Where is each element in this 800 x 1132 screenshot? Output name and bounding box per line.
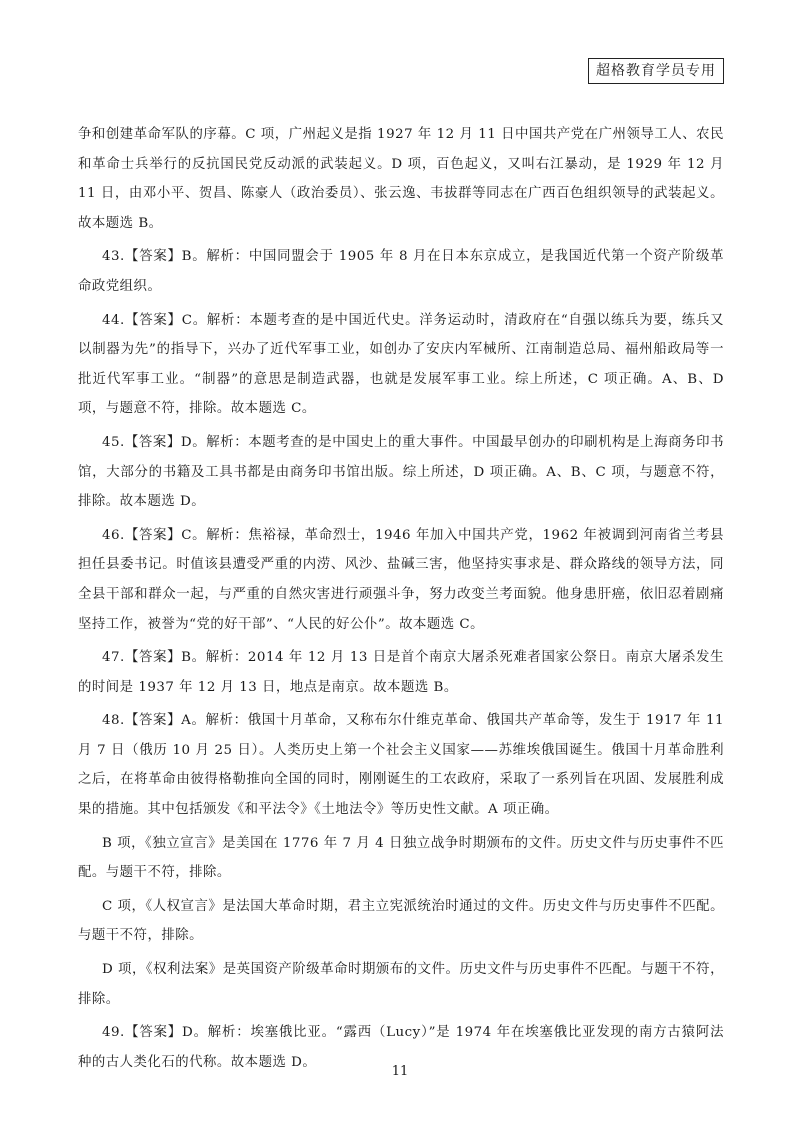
answer-44: 44.【答案】C。解析：本题考查的是中国近代史。洋务运动时，清政府在“自强以练兵为要，练兵又以制器为先”的指导下，兴办了近代军事工业，如创办了安庆内军械所、江南制造总局、福州船政局等一批近代军事工业。“制器”的意思是制造武器，也就是发展军事工业。综上所述，C 项正确。A、B、D 项，与题意不符，排除。故本题选 C。 — [78, 312, 724, 417]
answer-45: 45.【答案】D。解析：本题考查的是中国史上的重大事件。中国最早创办的印刷机构是上海商务印书馆，大部分的书籍及工具书都是由商务印书馆出版。综上所述，D 项正确。A、B、C 项，与题意不符，排除。故本题选 D。 — [78, 434, 724, 510]
answer-48-option-c: C 项，《人权宣言》是法国大革命时期，君主立宪派统治时通过的文件。历史文件与历史事件不匹配。与题干不符，排除。 — [78, 898, 724, 944]
answer-48-option-d: D 项，《权利法案》是英国资产阶级革命时期颁布的文件。历史文件与历史事件不匹配。与题干不符，排除。 — [78, 962, 724, 1007]
answer-48: 48.【答案】A。解析：俄国十月革命，又称布尔什维克革命、俄国共产革命等，发生于 1917 年 11 月 7 日（俄历 10 月 25 日）。人类历史上第一个社会主义国家——苏维埃俄国诞生。俄国十月革命胜利之后，在将革命由彼得格勒推向全国的同时，刚刚诞生的工农政府，采取了一系列旨在巩固、发展胜利成果的措施。其中包括颁发《和平法令》《土地法令》等历史性文献。A 项正确。 — [78, 713, 724, 818]
header-tag: 超格教育学员专用 — [588, 58, 724, 84]
paragraph-continuation: 争和创建革命军队的序幕。C 项，广州起义是指 1927 年 12 月 11 日中国共产党在广州领导工人、农民和革命士兵举行的反抗国民党反动派的武装起义。D 项，百色起义，又叫右江暴动，是 1929 年 12 月 11 日，由邓小平、贺昌、陈豪人（政治委员）、张云逸、韦拔群等同志在广西百色组织领导的武装起义。故本题选 B。 — [78, 127, 724, 231]
page-number: 11 — [391, 1064, 409, 1079]
document-body — [78, 120, 724, 1081]
answer-46: 46.【答案】C。解析：焦裕禄，革命烈士，1946 年加入中国共产党，1962 年被调到河南省兰考县担任县委书记。时值该县遭受严重的内涝、风沙、盐碱三害，他坚持实事求是、群众路线的领导方法，同全县干部和群众一起，与严重的自然灾害进行顽强斗争，努力改变兰考面貌。他身患肝癌，依旧忍着剧痛坚持工作，被誉为“党的好干部”、“人民的好公仆”。故本题选 C。 — [78, 527, 724, 632]
answer-47: 47.【答案】B。解析：2014 年 12 月 13 日是首个南京大屠杀死难者国家公祭日。南京大屠杀发生的时间是 1937 年 12 月 13 日，地点是南京。故本题选 B。 — [78, 650, 724, 695]
answer-49: 49.【答案】D。解析：埃塞俄比亚。“露西（Lucy）”是 1974 年在埃塞俄比亚发现的南方古猿阿法种的古人类化石的代称。故本题选 D。 — [78, 1025, 724, 1070]
answer-43: 43.【答案】B。解析：中国同盟会于 1905 年 8 月在日本东京成立，是我国近代第一个资产阶级革命政党组织。 — [78, 249, 724, 294]
answer-48-option-b: B 项，《独立宣言》是美国在 1776 年 7 月 4 日独立战争时期颁布的文件。历史文件与历史事件不匹配。与题干不符，排除。 — [78, 835, 724, 881]
